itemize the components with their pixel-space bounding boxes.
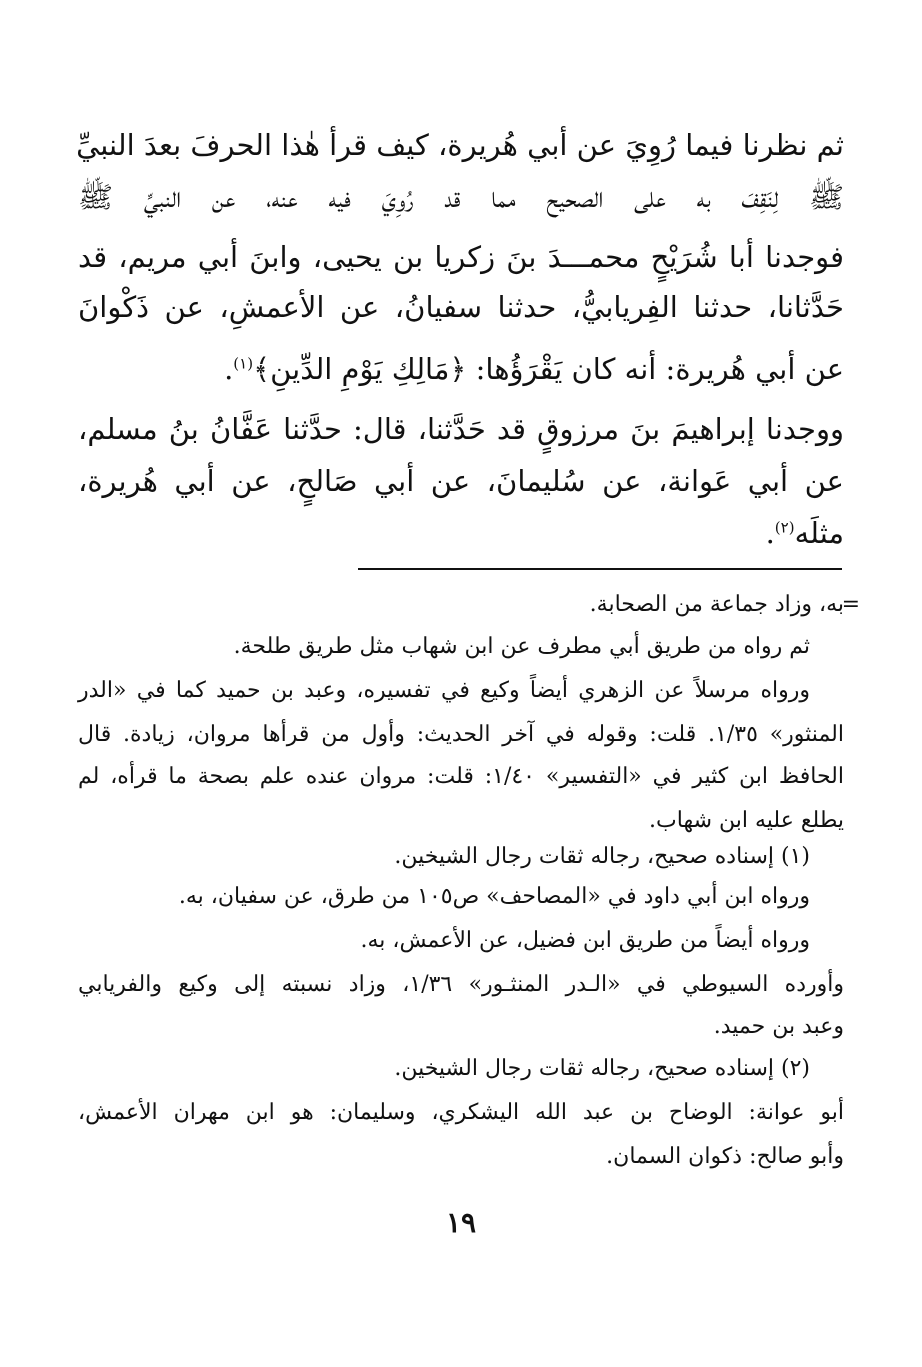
sentence-end: .: [765, 516, 775, 550]
main-text-line: حَدَّثانا، حدثنا الفِريابيُّ، حدثنا سفيانُ، عن الأعمشِ، عن ذَكْوانَ: [78, 290, 844, 324]
footnote-line: ورواه أيضاً من طريق ابن فضيل، عن الأعمش، به.: [360, 928, 810, 953]
footnote-line: وأورده السيوطي في «الـدر المنثـور» ١/٣٦، وزاد نسبته إلى وكيع والفريابي: [78, 972, 844, 997]
main-text-line: ووجدنا إبراهيمَ بنَ مرزوقٍ قد حَدَّثنا، قال: حدَّثنا عَفَّانُ بنُ مسلم،: [78, 412, 844, 446]
continuation-marker: =: [841, 592, 860, 617]
main-text-line: ﷺ لِنَقِفَ به على الصحيح مما قد رُوِيَ فيه عنه، عن النبيِّ ﷺ: [78, 180, 844, 214]
main-text-line: عن أبي عَوانة، عن سُليمانَ، عن أبي صَالحٍ، عن أبي هُريرة،: [78, 464, 844, 498]
footnote-line: الحافظ ابن كثير في «التفسير» ١/٤٠: قلت: مروان عنده علم بصحة ما قرأه، لم: [78, 764, 844, 789]
main-text-line: ثم نظرنا فيما رُوِيَ عن أبي هُريرة، كيف قرأ هٰذا الحرفَ بعدَ النبيِّ: [76, 128, 844, 162]
page-number: ١٩: [445, 1206, 477, 1239]
footnote-line: ثم رواه من طريق أبي مطرف عن ابن شهاب مثل طريق طلحة.: [233, 634, 810, 659]
main-text-line: عن أبي هُريرة: أنه كان يَقْرَؤُها: ﴿مَالِكِ يَوْمِ الدِّينِ﴾: [253, 352, 844, 386]
main-text-line-with-footnote-ref: [78, 352, 844, 386]
footnote-line: وعبد بن حميد.: [713, 1014, 844, 1039]
footnote-separator: [358, 568, 842, 570]
footnote-line: يطلع عليه ابن شهاب.: [649, 808, 844, 833]
footnote-line: أبو عوانة: الوضاح بن عبد الله اليشكري، وسليمان: هو ابن مهران الأعمش،: [78, 1100, 844, 1125]
sentence-end: .: [224, 352, 234, 386]
footnote-ref-2: (٢): [774, 518, 795, 537]
main-text-line: فوجدنا أبا شُرَيْحٍ محمـــدَ بنَ زكريا بن يحيى، وابنَ أبي مريم، قد: [78, 240, 844, 274]
footnote-line: ورواه مرسلاً عن الزهري أيضاً وكيع في تفسيره، وعبد بن حميد كما في «الدر: [78, 678, 810, 703]
footnote-line: به، وزاد جماعة من الصحابة.: [589, 592, 844, 617]
footnote-ref-1: (١): [233, 354, 254, 373]
footnote-2: (٢) إسناده صحيح، رجاله ثقات رجال الشيخين.: [394, 1056, 810, 1081]
footnote-line: المنثور» ١/٣٥. قلت: وقوله في آخر الحديث: وأول من قرأها مروان، زيادة. قال: [78, 722, 844, 747]
footnote-1: (١) إسناده صحيح، رجاله ثقات رجال الشيخين.: [394, 844, 810, 869]
main-text-line: مثلَه: [794, 516, 844, 550]
footnote-line: وأبو صالح: ذكوان السمان.: [606, 1144, 844, 1169]
footnote-line: ورواه ابن أبي داود في «المصاحف» ص١٠٥ من طرق، عن سفيان، به.: [178, 884, 810, 909]
main-text-line-with-footnote-ref: [78, 516, 844, 550]
